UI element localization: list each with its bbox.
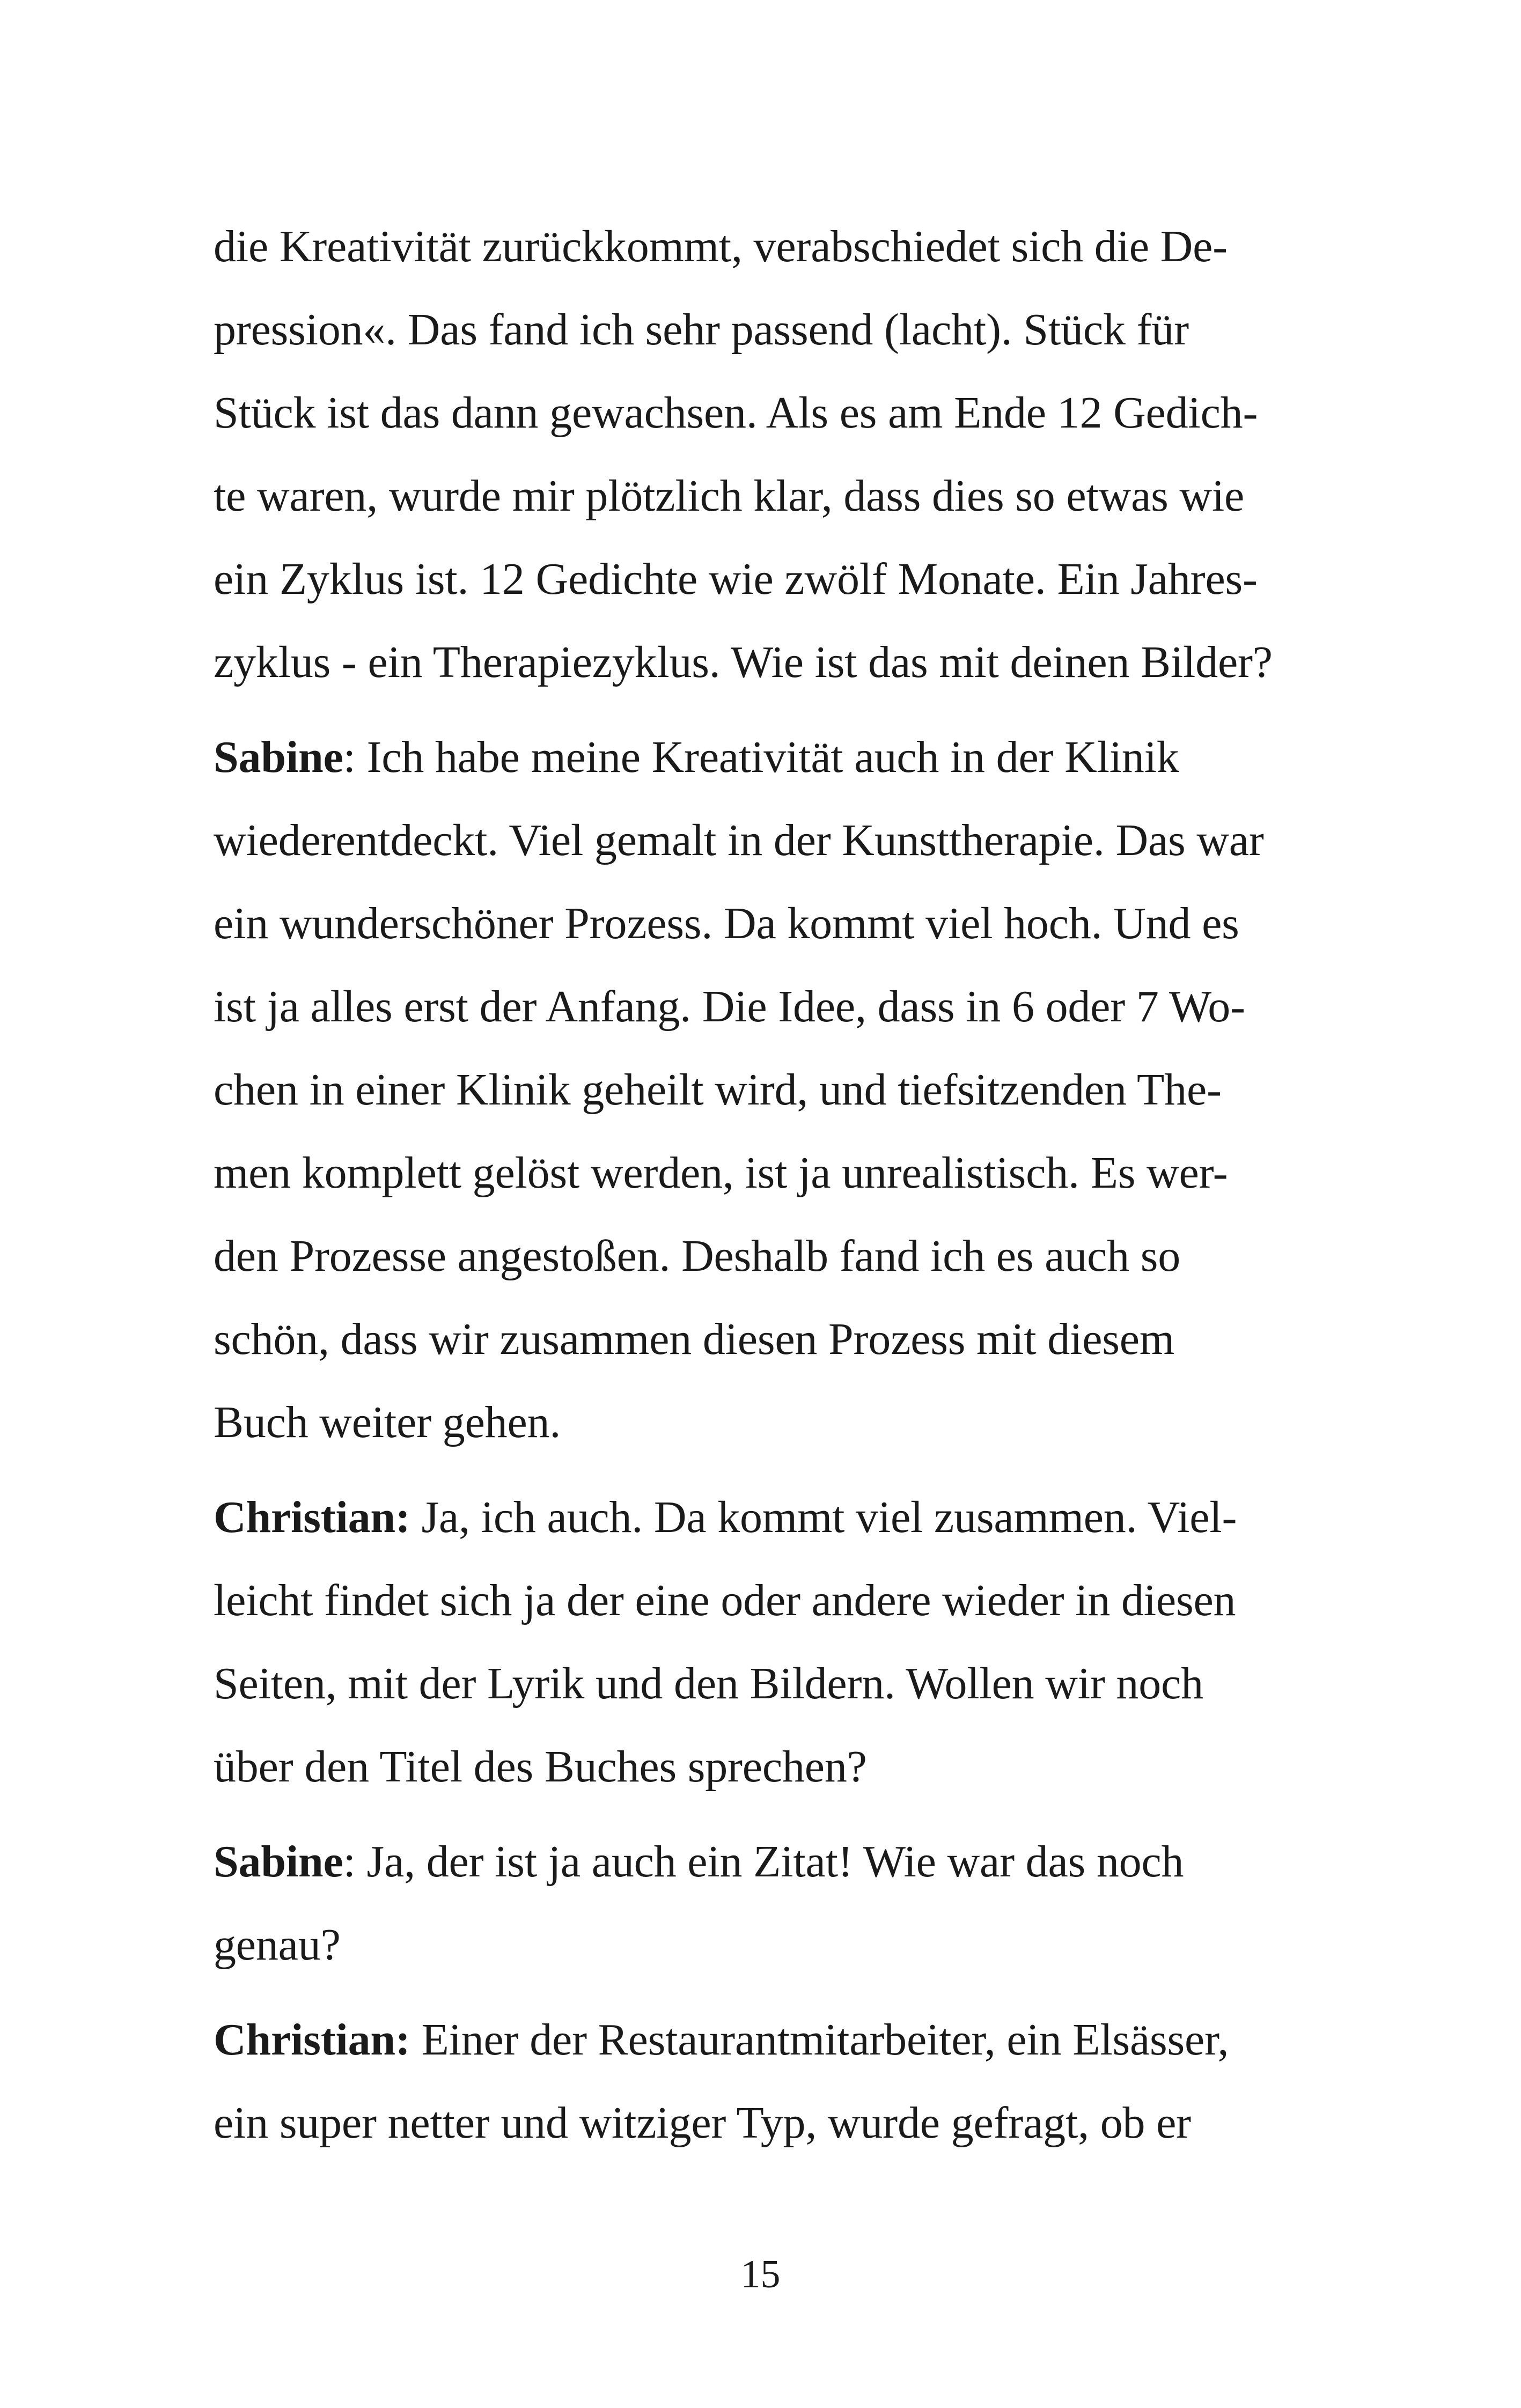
speech-text: Einer der Restaurantmitarbeiter, ein Elsässer, (410, 2015, 1229, 2065)
body-text (214, 205, 1324, 2164)
paragraph-gap (214, 704, 1324, 716)
text-line: zyklus - ein Therapiezyklus. Wie ist das mit deinen Bilder? (214, 637, 1273, 687)
paragraph-2 (214, 716, 1324, 1464)
text-line: leicht findet sich ja der eine oder andere wieder in diesen (214, 1575, 1236, 1625)
page-number: 15 (740, 2252, 781, 2296)
text-line: ist ja alles erst der Anfang. Die Idee, dass in 6 oder 7 Wo- (214, 982, 1245, 1032)
paragraph-gap (214, 1986, 1324, 1998)
text-line: über den Titel des Buches sprechen? (214, 1742, 867, 1792)
speech-text: Ja, ich auch. Da kommt viel zusammen. Viel- (410, 1492, 1237, 1542)
text-line: ein super netter und witziger Typ, wurde gefragt, ob er (214, 2098, 1191, 2148)
speaker-name: Christian: (214, 2015, 410, 2065)
paragraph-1 (214, 205, 1324, 704)
speaker-name: Christian: (214, 1492, 410, 1542)
dialogue-line (214, 1998, 1324, 2081)
text-line: Buch weiter gehen. (214, 1397, 561, 1447)
dialogue-line (214, 1820, 1324, 1903)
paragraph-4 (214, 1820, 1324, 1986)
speaker-name: Sabine (214, 732, 343, 782)
paragraph-gap (214, 1464, 1324, 1476)
text-line: Stück ist das dann gewachsen. Als es am Ende 12 Gedich- (214, 388, 1258, 438)
text-line: wiederentdeckt. Viel gemalt in der Kunsttherapie. Das war (214, 815, 1264, 865)
text-line: chen in einer Klinik geheilt wird, und tiefsitzenden The- (214, 1065, 1222, 1115)
text-line: schön, dass wir zusammen diesen Prozess mit diesem (214, 1314, 1174, 1364)
text-line: die Kreativität zurückkommt, verabschiedet sich die De- (214, 222, 1228, 271)
speech-text: : Ich habe meine Kreativität auch in der Klinik (343, 732, 1179, 782)
text-line: ein wunderschöner Prozess. Da kommt viel hoch. Und es (214, 899, 1239, 948)
paragraph-gap (214, 1808, 1324, 1820)
text-line: pression«. Das fand ich sehr passend (lacht). Stück für (214, 305, 1189, 355)
text-line: ein Zyklus ist. 12 Gedichte wie zwölf Monate. Ein Jahres- (214, 554, 1258, 604)
paragraph-3 (214, 1476, 1324, 1808)
text-line: Seiten, mit der Lyrik und den Bildern. Wollen wir noch (214, 1659, 1203, 1709)
speech-text: : Ja, der ist ja auch ein Zitat! Wie war das noch (343, 1837, 1184, 1887)
text-line: den Prozesse angestoßen. Deshalb fand ich es auch so (214, 1231, 1181, 1281)
speaker-name: Sabine (214, 1837, 343, 1887)
text-line: men komplett gelöst werden, ist ja unrealistisch. Es wer- (214, 1148, 1228, 1198)
paragraph-5 (214, 1998, 1324, 2164)
dialogue-line (214, 1476, 1324, 1559)
text-line: te waren, wurde mir plötzlich klar, dass dies so etwas wie (214, 471, 1245, 521)
dialogue-line (214, 716, 1324, 799)
text-line: genau? (214, 1920, 341, 1970)
